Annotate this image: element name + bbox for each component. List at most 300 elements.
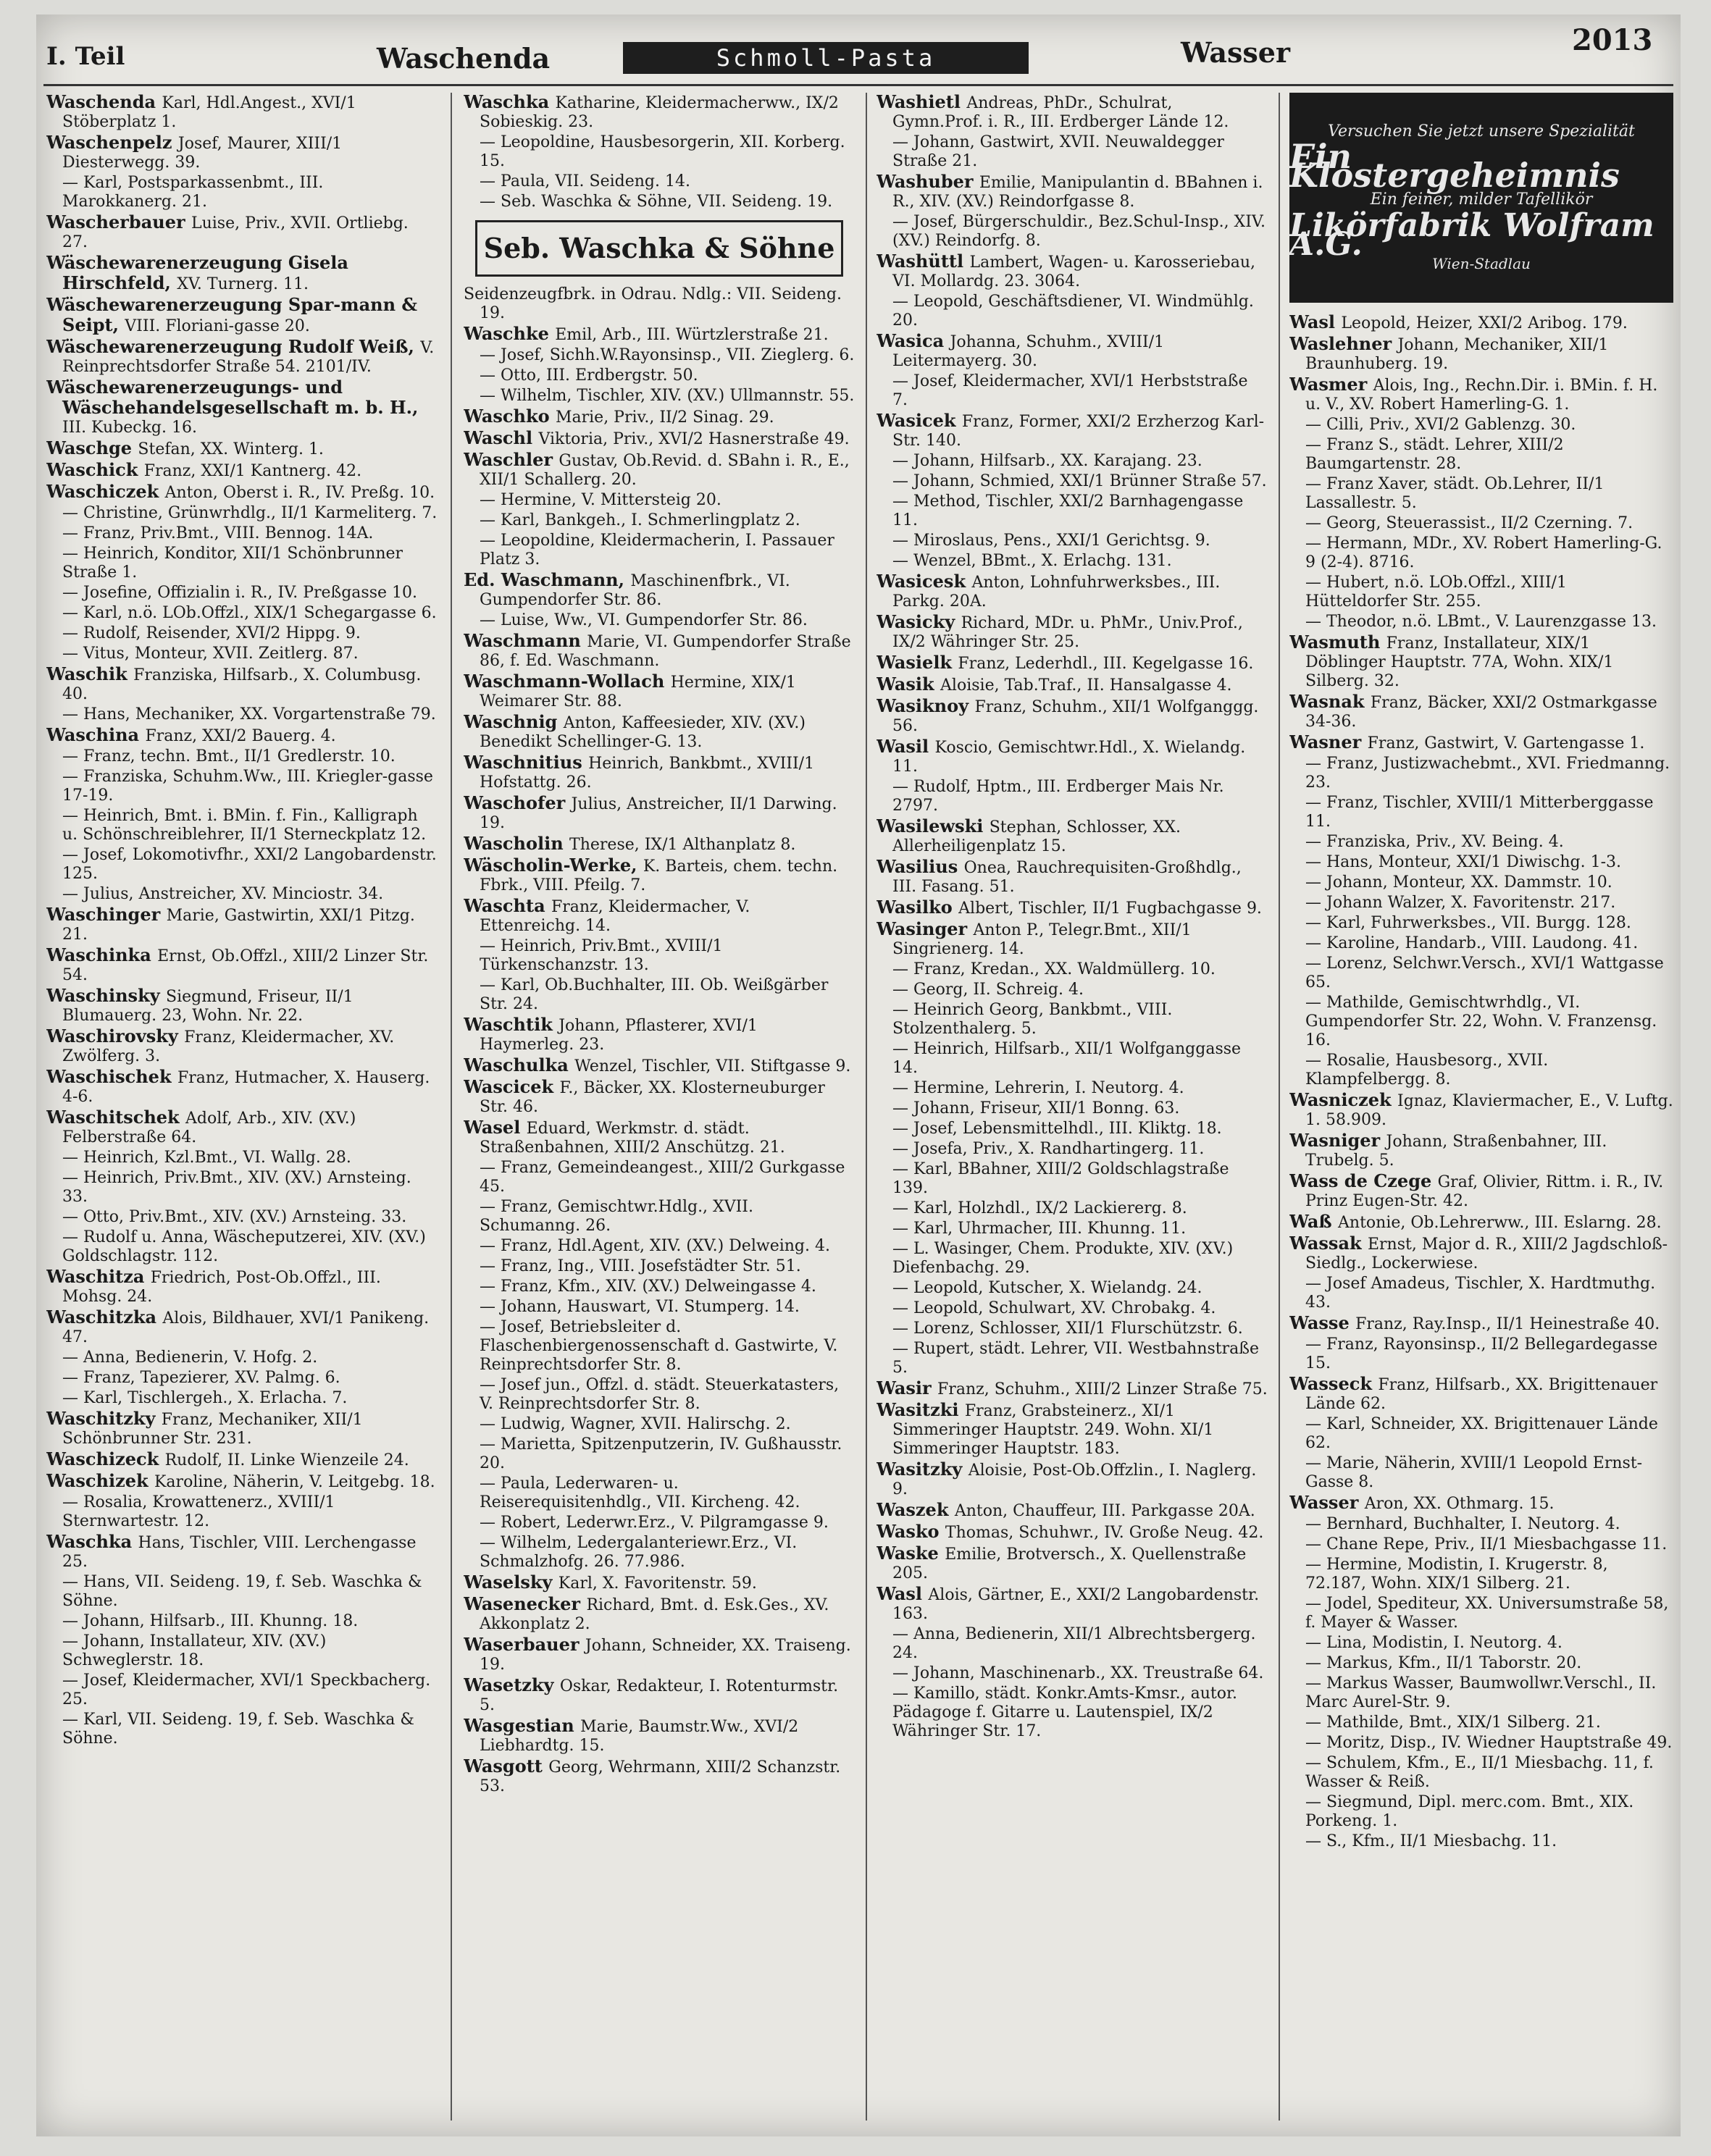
directory-entry xyxy=(464,366,855,385)
entry-details: Franz, XXI/2 Bauerg. 4. xyxy=(145,727,336,745)
entry-details: Anna, Bedienerin, XII/1 Albrechtsbergerg. 24. xyxy=(892,1625,1256,1662)
directory-entry xyxy=(1289,514,1673,533)
entry-surname: Waschizeck xyxy=(46,1448,165,1469)
entry-surname: Waschitzky xyxy=(46,1408,162,1429)
directory-entry xyxy=(464,672,855,711)
entry-surname: Waschta xyxy=(464,895,551,916)
entry-surname: Waschtik xyxy=(464,1014,559,1035)
entry-details: K. Barteis, chem. techn. Fbrk., VIII. Pfeilg. 7. xyxy=(480,857,838,894)
entry-surname: Washüttl xyxy=(877,251,970,272)
entry-surname: Wäscholin-Werke, xyxy=(464,855,643,876)
directory-entry xyxy=(877,213,1268,251)
entry-details: Karoline, Handarb., VIII. Laudong. 41. xyxy=(1326,934,1639,952)
entry-surname: Wassak xyxy=(1289,1233,1368,1254)
directory-entry xyxy=(46,604,438,623)
entry-surname: Wasicesk xyxy=(877,571,972,592)
entry-details: Johann, Maschinenarb., XX. Treustraße 64. xyxy=(913,1664,1264,1682)
entry-details: F., Bäcker, XX. Klosterneuburger Str. 46. xyxy=(480,1079,825,1116)
entry-details: Paula, Lederwaren- u. Reiserequisitenhdlg., VII. Kircheng. 42. xyxy=(480,1475,800,1511)
entry-details: Thomas, Schuhwr., IV. Große Neug. 42. xyxy=(945,1524,1264,1542)
entry-surname: Wasenecker xyxy=(464,1593,587,1614)
entry-details: Marie, Näherin, XVIII/1 Leopold Ernst-Gasse 8. xyxy=(1305,1454,1643,1491)
entry-details: Franz, Schuhm., XII/1 Wolfganggg. 56. xyxy=(892,698,1259,735)
entry-surname: Wasica xyxy=(877,330,950,351)
entry-details: Lina, Modistin, I. Neutorg. 4. xyxy=(1326,1634,1563,1652)
entry-details: S., Kfm., II/1 Miesbachg. 11. xyxy=(1326,1832,1557,1850)
entry-details: XV. Turnerg. 11. xyxy=(177,275,309,293)
entry-details: Franz, Kfm., XIV. (XV.) Delweingasse 4. xyxy=(501,1278,816,1296)
entry-details: Karl, Hdl.Angest., XVI/1 Stöberplatz 1. xyxy=(62,94,356,131)
entry-details: Siegmund, Dipl. merc.com. Bmt., XIX. Porkeng. 1. xyxy=(1305,1793,1634,1830)
entry-details: Heinrich, Konditor, XII/1 Schönbrunner Straße 1. xyxy=(62,545,403,582)
directory-entry xyxy=(46,1671,438,1709)
directory-entry xyxy=(877,653,1268,674)
directory-entry xyxy=(877,1501,1268,1521)
directory-entry xyxy=(464,1257,855,1276)
entry-surname: Wäschewarenerzeugung Gisela Hirschfeld, xyxy=(46,252,348,293)
entry-surname: Wasser xyxy=(1289,1492,1365,1513)
entry-details: Johann, Installateur, XIV. (XV.) Schweglerstr. 18. xyxy=(62,1632,327,1669)
header-rule xyxy=(43,84,1673,86)
directory-entry xyxy=(46,905,438,944)
entry-details: Leopoldine, Kleidermacherin, I. Passauer Platz 3. xyxy=(480,532,834,569)
entry-details: Johann Walzer, X. Favoritenstr. 217. xyxy=(1326,894,1616,912)
directory-entry xyxy=(464,1118,855,1157)
directory-entry xyxy=(1289,833,1673,852)
directory-entry xyxy=(877,1625,1268,1663)
entry-details: Josef, Betriebsleiter d. Flaschenbiergenossenschaft d. Gastwirte, V. Reinprechtsdorfer Str. 8. xyxy=(480,1318,838,1374)
directory-entry xyxy=(46,885,438,904)
directory-entry xyxy=(464,1278,855,1296)
directory-entry xyxy=(464,1376,855,1414)
entry-details: Josef jun., Offzl. d. städt. Steuerkatasters, V. Reinprechtsdorfer Str. 8. xyxy=(480,1376,840,1413)
directory-entry xyxy=(464,193,855,211)
entry-details: Hermann, MDr., XV. Robert Hamerling-G. 9 (2-4). 8716. xyxy=(1305,534,1662,571)
directory-entry xyxy=(46,1208,438,1227)
directory-entry xyxy=(46,986,438,1025)
entry-surname: Wasl xyxy=(877,1583,929,1604)
entry-details: III. Kubeckg. 16. xyxy=(62,419,197,437)
directory-entry xyxy=(877,981,1268,999)
directory-entry xyxy=(464,1298,855,1317)
entry-surname: Waschirovsky xyxy=(46,1025,185,1046)
entry-surname: Waske xyxy=(877,1543,945,1564)
entry-details: Lorenz, Schlosser, XII/1 Flurschützstr. 6. xyxy=(913,1320,1243,1338)
directory-entry xyxy=(1289,894,1673,913)
advert-line5: Wien-Stadlau xyxy=(1432,255,1531,272)
entry-details: Franz, Ray.Insp., II/1 Heinestraße 40. xyxy=(1355,1315,1660,1333)
advert-line3: Ein feiner, milder Tafellikör xyxy=(1370,190,1593,209)
entry-surname: Wasilko xyxy=(877,897,959,918)
entry-details: Marie, Gastwirtin, XXI/1 Pitzg. 21. xyxy=(62,907,415,944)
directory-entry xyxy=(1289,994,1673,1050)
directory-entry xyxy=(877,1199,1268,1218)
entry-details: Luise, Priv., XVII. Ortliebg. 27. xyxy=(62,214,409,251)
entry-surname: Wasl xyxy=(1289,311,1342,332)
directory-entry xyxy=(46,584,438,603)
entry-surname: Waslehner xyxy=(1289,333,1398,354)
directory-entry xyxy=(46,1308,438,1347)
entry-surname: Waschmann xyxy=(464,630,587,651)
entry-details: Paula, VII. Seideng. 14. xyxy=(501,172,690,190)
directory-entry xyxy=(877,1079,1268,1098)
directory-entry xyxy=(464,172,855,191)
directory-entry xyxy=(1289,1535,1673,1554)
entry-details: Josef, Kleidermacher, XVI/1 Herbststraße 7. xyxy=(892,372,1248,409)
directory-entry xyxy=(877,252,1268,291)
directory-entry xyxy=(464,856,855,895)
entry-details: Franz, Kleidermacher, XV. Zwölferg. 3. xyxy=(62,1028,395,1065)
entry-details: Franz, XXI/1 Kantnerg. 42. xyxy=(143,462,362,480)
directory-entry xyxy=(877,572,1268,611)
entry-details: Rudolf, II. Linke Wienzeile 24. xyxy=(164,1451,409,1469)
entry-details: Georg, II. Schreig. 4. xyxy=(913,981,1084,999)
directory-entry xyxy=(46,461,438,481)
entry-surname: Waszek xyxy=(877,1499,955,1520)
directory-entry xyxy=(877,778,1268,815)
entry-details: Alois, Gärtner, E., XXI/2 Langobardenstr. 163. xyxy=(892,1586,1260,1623)
entry-details: Johann, Gastwirt, XVII. Neuwaldegger Straße 21. xyxy=(892,133,1224,170)
entry-details: Cilli, Priv., XVI/2 Gablenzg. 30. xyxy=(1326,416,1576,434)
directory-entry xyxy=(46,1632,438,1670)
directory-entry xyxy=(877,920,1268,959)
entry-details: Maschinenfbrk., VI. Gumpendorfer Str. 86. xyxy=(480,572,790,609)
entry-surname: Wasnak xyxy=(1289,691,1371,712)
entry-details: Josef, Lebensmittelhdl., III. Kliktg. 18. xyxy=(913,1120,1222,1138)
directory-entry xyxy=(877,1379,1268,1399)
column-divider xyxy=(451,93,452,2121)
entry-details: Wilhelm, Ledergalanteriewr.Erz., VI. Schmalzhofg. 26. 77.986. xyxy=(480,1534,798,1571)
directory-entry xyxy=(46,482,438,503)
entry-details: Mathilde, Bmt., XIX/1 Silberg. 21. xyxy=(1326,1714,1601,1732)
entry-details: Stephan, Schlosser, XX. Allerheiligenplatz 15. xyxy=(892,818,1181,855)
entry-details: Leopold, Heizer, XXI/2 Aribog. 179. xyxy=(1341,314,1628,332)
entry-details: Marie, Baumstr.Ww., XVI/2 Liebhardtg. 15. xyxy=(480,1718,799,1755)
directory-entry xyxy=(877,552,1268,571)
directory-entry xyxy=(1289,914,1673,933)
directory-entry xyxy=(1289,436,1673,474)
directory-entry xyxy=(464,1015,855,1054)
entry-details: Leopold, Kutscher, X. Wielandg. 24. xyxy=(913,1279,1202,1297)
entry-details: Mathilde, Gemischtwrhdlg., VI. Gumpendorfer Str. 22, Wohn. V. Franzensg. 16. xyxy=(1305,994,1657,1049)
entry-surname: Waschl xyxy=(464,427,539,448)
entry-details: Johann, Straßenbahner, III. Trubelg. 5. xyxy=(1305,1133,1607,1170)
entry-details: Ernst, Major d. R., XIII/2 Jagdschloß-Siedlg., Lockerwiese. xyxy=(1305,1236,1668,1272)
column-divider xyxy=(1279,93,1280,2121)
directory-entry xyxy=(877,1001,1268,1039)
entry-details: Georg, Steuerassist., II/2 Czerning. 7. xyxy=(1326,514,1633,532)
entry-details: L. Wasinger, Chem. Produkte, XIV. (XV.) Diefenbachg. 29. xyxy=(892,1240,1234,1277)
entry-surname: Wasmuth xyxy=(1289,632,1386,653)
entry-details: Marietta, Spitzenputzerin, IV. Gußhausstr. 20. xyxy=(480,1435,842,1472)
entry-details: Johann, Monteur, XX. Dammstr. 10. xyxy=(1326,873,1612,892)
directory-entry xyxy=(464,532,855,569)
entry-details: Franz, Gemischtwr.Hdlg., XVII. Schumanng. 26. xyxy=(480,1198,753,1235)
entry-surname: Waschnitius xyxy=(464,752,589,773)
directory-entry xyxy=(1289,1832,1673,1851)
entry-details: Ludwig, Wagner, XVII. Halirschg. 2. xyxy=(501,1415,791,1433)
entry-surname: Waschko xyxy=(464,406,556,427)
directory-entry xyxy=(1289,375,1673,414)
directory-entry xyxy=(877,1522,1268,1543)
directory-entry xyxy=(464,937,855,975)
directory-entry xyxy=(877,452,1268,471)
directory-entry xyxy=(1289,1556,1673,1593)
entry-details: Julius, Anstreicher, II/1 Darwing. 19. xyxy=(480,795,837,832)
entry-details: Karl, Uhrmacher, III. Khunng. 11. xyxy=(913,1220,1187,1238)
entry-details: Karl, Postsparkassenbmt., III. Marokkanerg. 21. xyxy=(62,174,324,211)
entry-details: Josefa, Priv., X. Randhartingerg. 11. xyxy=(913,1140,1205,1158)
entry-surname: Wass de Czege xyxy=(1289,1170,1438,1191)
entry-surname: Waschitzka xyxy=(46,1306,163,1327)
entry-details: Franz, Priv.Bmt., VIII. Bennog. 14A. xyxy=(83,524,374,542)
directory-entry xyxy=(877,133,1268,171)
entry-details: Hans, Tischler, VIII. Lerchengasse 25. xyxy=(62,1534,417,1571)
entry-details: Lorenz, Selchwr.Versch., XVI/1 Wattgasse 65. xyxy=(1305,955,1664,991)
entry-surname: Wasseck xyxy=(1289,1373,1379,1394)
directory-entry xyxy=(877,1299,1268,1318)
directory-entry xyxy=(1289,1493,1673,1514)
entry-surname: Wasiknoy xyxy=(877,695,975,716)
directory-entry xyxy=(877,1099,1268,1118)
entry-surname: Wasilewski xyxy=(877,815,990,836)
entry-details: Johanna, Schuhm., XVIII/1 Leitermayerg. 30. xyxy=(892,333,1165,370)
entry-details: Anton, Chauffeur, III. Parkgasse 20A. xyxy=(954,1502,1255,1520)
entry-surname: Waschler xyxy=(464,449,559,470)
directory-entry xyxy=(46,545,438,582)
entry-details: Schulem, Kfm., E., II/1 Miesbachg. 11, f. Wasser & Reiß. xyxy=(1305,1754,1654,1791)
entry-details: Seb. Waschka & Söhne, VII. Seideng. 19. xyxy=(501,193,833,211)
entry-details: Wilhelm, Tischler, XIV. (XV.) Ullmannstr. 55. xyxy=(501,387,855,405)
entry-details: Karl, n.ö. LOb.Offzl., XIX/1 Schegargasse 6. xyxy=(83,604,437,622)
directory-entry xyxy=(877,1460,1268,1499)
entry-details: Ignaz, Klaviermacher, E., V. Luftg. 1. 58.909. xyxy=(1305,1092,1673,1129)
directory-entry xyxy=(464,1237,855,1256)
directory-entry xyxy=(877,1279,1268,1298)
directory-entry xyxy=(1289,416,1673,435)
directory-entry xyxy=(46,665,438,704)
entry-details: Jodel, Spediteur, XX. Universumstraße 58, f. Mayer & Wasser. xyxy=(1305,1595,1669,1632)
directory-entry xyxy=(46,1573,438,1611)
entry-details: Franz, Former, XXI/2 Erzherzog Karl-Str. 140. xyxy=(892,413,1265,450)
entry-details: Graf, Olivier, Rittm. i. R., IV. Prinz Eugen-Str. 42. xyxy=(1305,1173,1664,1210)
entry-details: Eduard, Werkmstr. d. städt. Straßenbahnen, XIII/2 Anschützg. 21. xyxy=(480,1120,785,1157)
directory-entry xyxy=(1289,873,1673,892)
directory-entry xyxy=(877,93,1268,132)
directory-entry xyxy=(1289,475,1673,513)
entry-details: Heinrich, Bankbmt., XVIII/1 Hofstattg. 26. xyxy=(480,755,815,792)
directory-entry xyxy=(877,293,1268,330)
entry-surname: Waschmann-Wollach xyxy=(464,671,671,692)
directory-entry xyxy=(877,472,1268,491)
entry-details: Karl, VII. Seideng. 19, f. Seb. Waschka & Söhne. xyxy=(62,1711,414,1748)
entry-surname: Waschofer xyxy=(464,792,572,813)
directory-entry xyxy=(877,1040,1268,1078)
directory-entry xyxy=(877,532,1268,550)
entry-details: Anton, Kaffeesieder, XIV. (XV.) Benedikt Schellinger-G. 13. xyxy=(480,714,806,751)
entry-surname: Waschik xyxy=(46,663,134,684)
entry-details: Franz, Tapezierer, XV. Palmg. 6. xyxy=(83,1369,340,1387)
directory-entry xyxy=(46,1027,438,1066)
directory-entry xyxy=(46,807,438,844)
entry-details: Vitus, Monteur, XVII. Zeitlerg. 87. xyxy=(83,645,359,663)
entry-details: Seidenzeugfbrk. in Odrau. Ndlg.: VII. Seideng. 19. xyxy=(464,285,842,322)
page-number: 2013 xyxy=(1572,23,1653,57)
directory-entry xyxy=(464,1056,855,1076)
directory-entry xyxy=(464,324,855,345)
directory-entry xyxy=(46,504,438,523)
directory-entry xyxy=(464,133,855,171)
directory-entry xyxy=(46,1450,438,1470)
entry-details: Heinrich, Priv.Bmt., XVIII/1 Türkenschanzstr. 13. xyxy=(480,937,723,974)
entry-details: Heinrich, Kzl.Bmt., VI. Wallg. 28. xyxy=(83,1149,351,1167)
directory-entry xyxy=(46,337,438,377)
header-advert-banner: Schmoll-Pasta xyxy=(623,42,1029,74)
entry-details: Otto, Priv.Bmt., XIV. (XV.) Arnsteing. 33. xyxy=(83,1208,407,1226)
directory-entry xyxy=(1289,1654,1673,1673)
directory-entry xyxy=(877,1240,1268,1278)
entry-surname: Wasielk xyxy=(877,652,958,673)
entry-details: Hans, Mechaniker, XX. Vorgartenstraße 79. xyxy=(83,705,436,723)
liqueur-advert xyxy=(1289,93,1673,303)
directory-entry xyxy=(877,1664,1268,1683)
directory-entry xyxy=(1289,1131,1673,1170)
entry-details: Aloisie, Tab.Traf., II. Hansalgasse 4. xyxy=(940,676,1232,695)
entry-details: Heinrich, Bmt. i. BMin. f. Fin., Kalligraph u. Schönschreiblehrer, II/1 Sterneckplatz 12. xyxy=(62,807,427,844)
entry-surname: Waschizek xyxy=(46,1470,154,1491)
directory-entry xyxy=(46,1369,438,1388)
advert-line2: Ein Klostergeheimnis xyxy=(1289,137,1620,195)
directory-entry xyxy=(46,768,438,805)
directory-entry xyxy=(464,1635,855,1674)
directory-entry xyxy=(877,1401,1268,1459)
entry-surname: Wasir xyxy=(877,1377,938,1398)
entry-surname: Waselsky xyxy=(464,1572,559,1593)
entry-surname: Waschka xyxy=(46,1531,138,1552)
directory-entry xyxy=(464,1318,855,1375)
last-keyword: Wasser xyxy=(1181,36,1290,69)
directory-entry xyxy=(46,1493,438,1531)
directory-entry xyxy=(1289,574,1673,611)
directory-entry xyxy=(464,407,855,427)
entry-details: Franz, Gemeindeangest., XIII/2 Gurkgasse 45. xyxy=(480,1159,845,1196)
entry-surname: Waschischek xyxy=(46,1066,177,1087)
entry-details: Marie, Priv., II/2 Sinag. 29. xyxy=(555,408,774,427)
directory-entry xyxy=(1289,1634,1673,1653)
entry-details: Franziska, Priv., XV. Being. 4. xyxy=(1326,833,1564,851)
directory-entry xyxy=(46,1389,438,1408)
entry-details: Franz, Lederhdl., III. Kegelgasse 16. xyxy=(958,655,1254,673)
entry-details: Rudolf, Reisender, XVI/2 Hippg. 9. xyxy=(83,624,361,642)
entry-details: Karl, Holzhdl., IX/2 Lackiererg. 8. xyxy=(913,1199,1187,1217)
directory-entry xyxy=(464,346,855,365)
directory-entry xyxy=(877,960,1268,979)
directory-entry xyxy=(464,450,855,490)
directory-entry xyxy=(877,1340,1268,1377)
directory-entry xyxy=(1289,755,1673,792)
entry-details: Koscio, Gemischtwr.Hdl., X. Wielandg. 11. xyxy=(892,739,1246,776)
entry-details: Oskar, Redakteur, I. Rotenturmstr. 5. xyxy=(480,1677,839,1714)
entry-details: Karl, Ob.Buchhalter, III. Ob. Weißgärber Str. 24. xyxy=(480,976,829,1013)
entry-surname: Washietl xyxy=(877,93,967,112)
entry-details: Hans, VII. Seideng. 19, f. Seb. Waschka & Söhne. xyxy=(62,1573,422,1610)
entry-details: Emil, Arb., III. Würtzlerstraße 21. xyxy=(555,326,829,344)
directory-entry xyxy=(1289,934,1673,953)
entry-surname: Wasgestian xyxy=(464,1715,581,1736)
entry-details: Markus Wasser, Baumwollwr.Verschl., II. Marc Aurel-Str. 9. xyxy=(1305,1674,1657,1711)
entry-details: Karl, Tischlergeh., X. Erlacha. 7. xyxy=(83,1389,348,1407)
entry-details: Hermine, V. Mittersteig 20. xyxy=(501,491,721,509)
directory-page xyxy=(36,14,1681,2136)
entry-surname: Wasetzky xyxy=(464,1674,560,1695)
entry-details: Johann, Hilfsarb., XX. Karajang. 23. xyxy=(913,452,1202,470)
entry-surname: Waserbauer xyxy=(464,1634,585,1655)
entry-details: Franz, Installateur, XIX/1 Döblinger Hauptstr. 77A, Wohn. XIX/1 Silberg. 32. xyxy=(1305,634,1614,690)
entry-details: Franz, Justizwachebmt., XVI. Friedmanng. 23. xyxy=(1305,755,1670,792)
entry-details: Franz, Hutmacher, X. Hauserg. 4-6. xyxy=(62,1069,430,1106)
directory-entry xyxy=(1289,633,1673,691)
entry-details: Emilie, Brotversch., X. Quellenstraße 205. xyxy=(892,1545,1247,1582)
entry-details: Siegmund, Friseur, II/1 Blumauerg. 23, Wohn. Nr. 22. xyxy=(62,988,354,1025)
directory-entry xyxy=(46,1612,438,1631)
company-advert-box: Seb. Waschka & Söhne xyxy=(475,220,843,277)
directory-entry xyxy=(46,524,438,543)
entry-surname: Wasitzky xyxy=(877,1459,969,1480)
directory-entry xyxy=(877,613,1268,652)
entry-surname: Waschke xyxy=(464,323,556,344)
directory-entry xyxy=(46,1409,438,1448)
entry-details: Franz, Gastwirt, V. Gartengasse 1. xyxy=(1367,734,1645,752)
directory-entry xyxy=(1289,1314,1673,1334)
entry-details: Karoline, Näherin, V. Leitgebg. 18. xyxy=(154,1473,435,1491)
entry-details: Karl, Fuhrwerksbes., VII. Burgg. 128. xyxy=(1326,914,1631,932)
entry-details: Wenzel, BBmt., X. Erlachg. 131. xyxy=(913,552,1172,570)
entry-details: Markus, Kfm., II/1 Taborstr. 20. xyxy=(1326,1654,1582,1672)
entry-surname: Wascicek xyxy=(464,1076,560,1097)
column-3 xyxy=(877,93,1268,2135)
directory-entry xyxy=(1289,733,1673,753)
entry-details: Franz, Mechaniker, XII/1 Schönbrunner Str. 231. xyxy=(62,1411,363,1448)
entry-details: Franz, Schuhm., XIII/2 Linzer Straße 75. xyxy=(937,1380,1268,1398)
directory-entry xyxy=(464,1676,855,1715)
entry-details: Karl, BBahner, XIII/2 Goldschlagstraße 139. xyxy=(892,1160,1229,1197)
entry-surname: Waschnig xyxy=(464,711,564,732)
directory-entry xyxy=(1289,1275,1673,1312)
directory-entry xyxy=(877,817,1268,856)
entry-details: Franz, Ing., VIII. Josefstädter Str. 51. xyxy=(501,1257,801,1275)
entry-details: Robert, Lederwr.Erz., V. Pilgramgasse 9. xyxy=(501,1514,829,1532)
directory-entry xyxy=(464,1415,855,1434)
entry-details: Rudolf u. Anna, Wäscheputzerei, XIV. (XV.) Goldschlagstr. 112. xyxy=(62,1228,426,1265)
column-divider xyxy=(866,93,867,2121)
directory-entry xyxy=(46,624,438,643)
entry-details: Ernst, Ob.Offzl., XIII/2 Linzer Str. 54. xyxy=(62,947,429,984)
entry-details: Heinrich, Priv.Bmt., XIV. (XV.) Arnsteing. 33. xyxy=(62,1169,411,1206)
entry-surname: Wäschewarenerzeugung Spar-mann & Seipt, xyxy=(46,294,418,335)
directory-entry xyxy=(464,1514,855,1532)
entry-surname: Wasitzki xyxy=(877,1399,965,1420)
entry-details: Miroslaus, Pens., XXI/1 Gerichtsg. 9. xyxy=(913,532,1210,550)
entry-details: Hermine, Modistin, I. Krugerstr. 8, 72.187, Wohn. XIX/1 Silberg. 21. xyxy=(1305,1556,1608,1593)
directory-entry xyxy=(46,846,438,884)
entry-details: Kamillo, städt. Konkr.Amts-Kmsr., autor. Pädagoge f. Gitarre u. Lautenspiel, IX/2 Währinger Str. 17. xyxy=(892,1685,1238,1740)
entry-surname: Wasicky xyxy=(877,611,961,632)
entry-details: Marie, VI. Gumpendorfer Straße 86, f. Ed. Waschmann. xyxy=(480,633,851,670)
entry-details: Theodor, n.ö. LBmt., V. Laurenzgasse 13. xyxy=(1326,613,1657,631)
directory-entry xyxy=(877,1220,1268,1238)
directory-entry xyxy=(464,491,855,510)
directory-entry xyxy=(46,946,438,985)
